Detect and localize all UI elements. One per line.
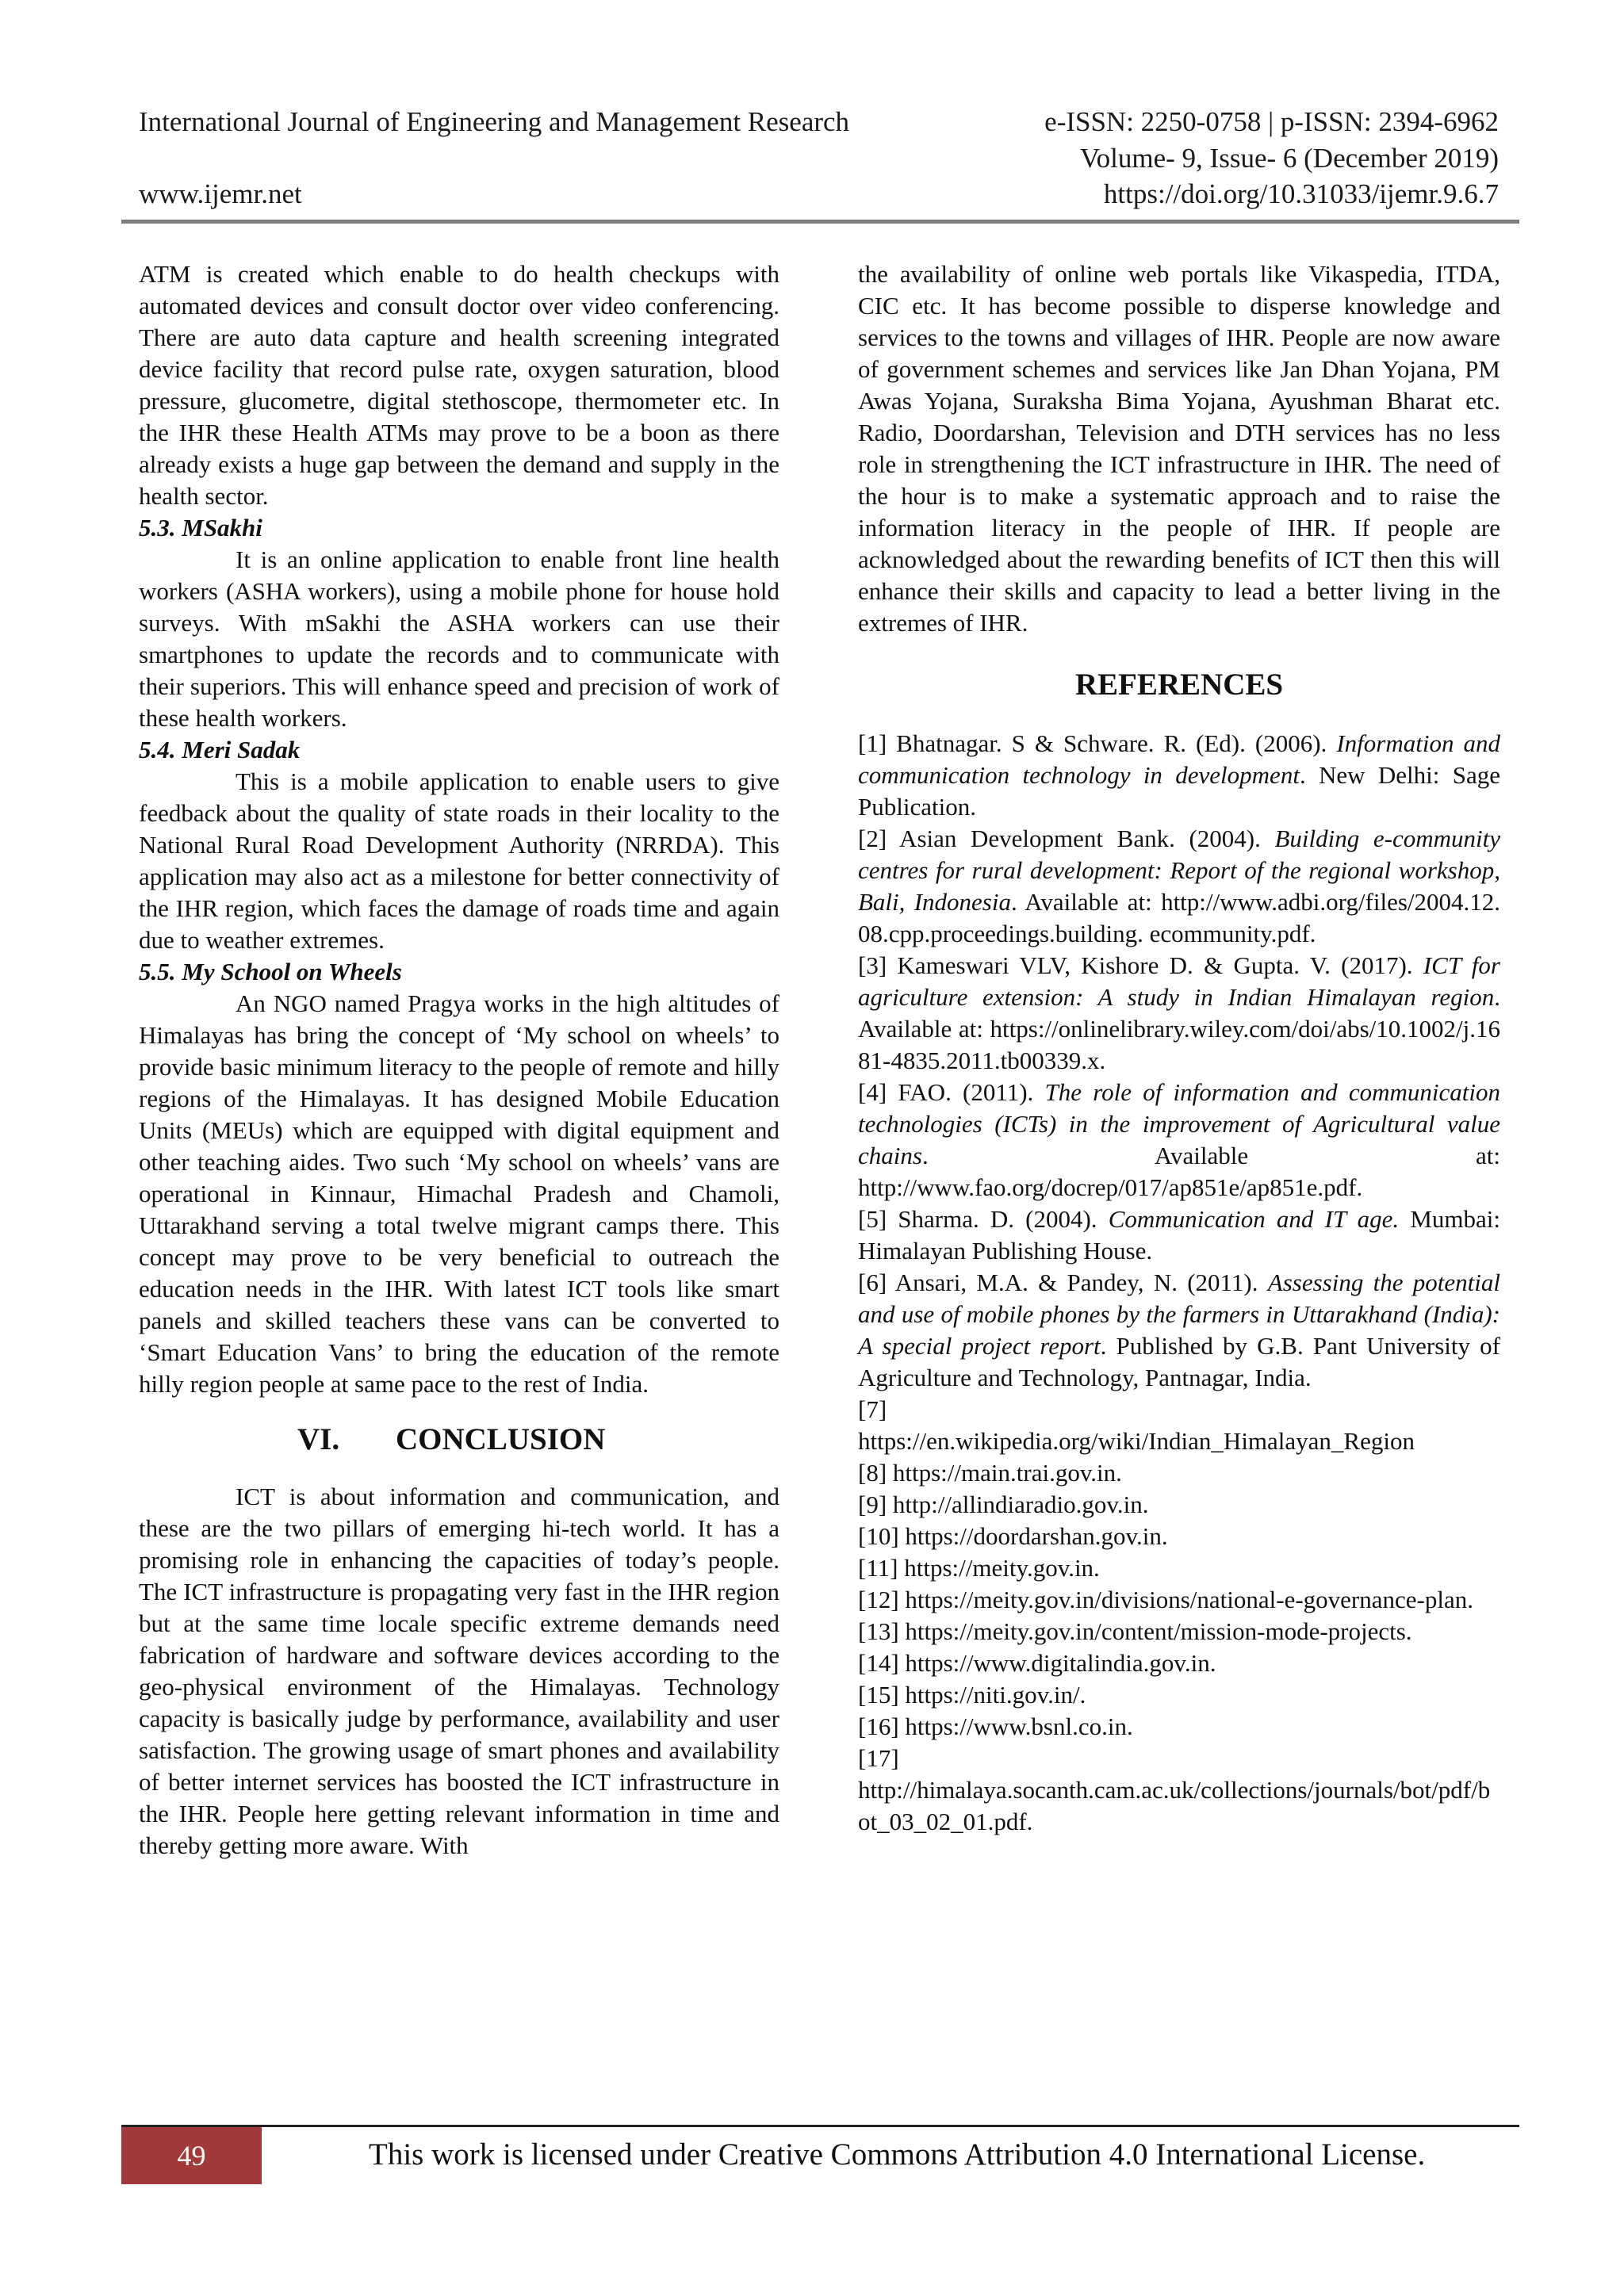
- reference-link[interactable]: http://himalaya.socanth.cam.ac.uk/collections/journals/bot/pdf/bot_03_02_01.pdf.: [858, 1776, 1491, 1835]
- reference-item[interactable]: [13] https://meity.gov.in/content/mission-mode-projects.: [858, 1617, 1412, 1645]
- volume-issue: Volume- 9, Issue- 6 (December 2019): [1079, 143, 1499, 174]
- page-number: 49: [121, 2127, 262, 2184]
- journal-title: International Journal of Engineering and Management Research: [139, 106, 850, 137]
- reference-item[interactable]: [14] https://www.digitalindia.gov.in.: [858, 1649, 1216, 1677]
- section-title: CONCLUSION: [396, 1422, 606, 1456]
- paragraph-meri-sadak: This is a mobile application to enable users to give feedback about the quality of state roads in their locality to the National Rural Road Development Authority (NRRDA). This application may also act as a milestone for better connectivity of the IHR region, which faces the damage of roads time and again due to weather extremes.: [139, 767, 779, 954]
- reference-item: [5] Sharma. D. (2004). Communication and IT age. Mumbai: Himalayan Publishing House.: [858, 1205, 1500, 1265]
- reference-link[interactable]: http://www.adbi.org/files/2004.12.08.cpp.proceedings.building. ecommunity.pdf.: [858, 888, 1501, 947]
- reference-item[interactable]: [9] http://allindiaradio.gov.in.: [858, 1490, 1149, 1518]
- reference-item: [17] http://himalaya.socanth.cam.ac.uk/collections/journals/bot/pdf/bot_03_02_01.pdf.: [858, 1744, 1491, 1835]
- footer-rule: [121, 2125, 1519, 2127]
- license-notice: This work is licensed under Creative Commons Attribution 4.0 International License.: [369, 2137, 1426, 2172]
- paragraph-conclusion: ICT is about information and communication, and these are the two pillars of emerging hi-tech world. It has a promising role in enhancing the capacities of today’s people. The ICT infrastructure is propagating very fast in the IHR region but at the same time locale specific extreme demands need fabrication of hardware and software devices according to the geo-physical environment of the Himalayas. Technology capacity is basically judge by performance, availability and user satisfaction. The growing usage of smart phones and availability of better internet services has boosted the ICT infrastructure in the IHR. People here getting relevant information in time and thereby getting more aware. With: [139, 1483, 779, 1859]
- reference-item: [3] Kameswari VLV, Kishore D. & Gupta. V. (2017). ICT for agriculture extension: A study in Indian Himalayan region. Available at: https://onlinelibrary.wiley.com/doi/abs/10.1002/j.1681-4835.2011.tb00339.x.: [858, 951, 1500, 1074]
- section-number: VI.: [297, 1422, 340, 1456]
- issn: e-ISSN: 2250-0758 | p-ISSN: 2394-6962: [1044, 106, 1499, 137]
- subsection-heading-school-on-wheels: 5.5. My School on Wheels: [139, 958, 402, 985]
- reference-item[interactable]: [11] https://meity.gov.in.: [858, 1554, 1100, 1582]
- reference-item: [7] https://en.wikipedia.org/wiki/Indian_Himalayan_Region: [858, 1395, 1415, 1455]
- reference-link[interactable]: https://onlinelibrary.wiley.com/doi/abs/10.1002/j.1681-4835.2011.tb00339.x.: [858, 1015, 1500, 1074]
- reference-item[interactable]: [16] https://www.bsnl.co.in.: [858, 1712, 1133, 1740]
- header-rule: [121, 220, 1519, 224]
- section-heading-conclusion: [139, 1421, 779, 1459]
- reference-item[interactable]: [12] https://meity.gov.in/divisions/national-e-governance-plan.: [858, 1586, 1473, 1613]
- doi-link[interactable]: https://doi.org/10.31033/ijemr.9.6.7: [1103, 178, 1499, 209]
- reference-item: [1] Bhatnagar. S & Schware. R. (Ed). (2006). Information and communication technology in development. New Delhi: Sage Publication.: [858, 729, 1500, 821]
- references-heading: REFERENCES: [1074, 668, 1284, 702]
- reference-item[interactable]: [8] https://main.trai.gov.in.: [858, 1459, 1122, 1487]
- reference-item[interactable]: [15] https://niti.gov.in/.: [858, 1681, 1086, 1709]
- reference-item: [2] Asian Development Bank. (2004). Building e-community centres for rural development: Report of the regional workshop, Bali, Indonesia. Available at: http://www.adbi.org/files/2004.12.08.cpp.proceedings.building. ecommunity.pdf.: [858, 825, 1501, 947]
- paragraph-health-atm: ATM is created which enable to do health checkups with automated devices and consult doctor over video conferencing. There are auto data capture and health screening integrated device facility that record pulse rate, oxygen saturation, blood pressure, glucometre, digital stethoscope, thermometer etc. In the IHR these Health ATMs may prove to be a boon as there already exists a huge gap between the demand and supply in the health sector.: [139, 260, 779, 510]
- subsection-heading-msakhi: 5.3. MSakhi: [139, 514, 262, 541]
- reference-link[interactable]: http://www.fao.org/docrep/017/ap851e/ap851e.pdf.: [858, 1173, 1363, 1201]
- reference-item[interactable]: [10] https://doordarshan.gov.in.: [858, 1522, 1168, 1550]
- reference-link[interactable]: https://en.wikipedia.org/wiki/Indian_Himalayan_Region: [858, 1427, 1415, 1455]
- paragraph-msakhi: It is an online application to enable front line health workers (ASHA workers), using a mobile phone for house hold surveys. With mSakhi the ASHA workers can use their smartphones to update the records and to communicate with their superiors. This will enhance speed and precision of work of these health workers.: [139, 545, 779, 732]
- website-link[interactable]: www.ijemr.net: [139, 178, 302, 209]
- left-column: [139, 258, 779, 1862]
- reference-item: [6] Ansari, M.A. & Pandey, N. (2011). Assessing the potential and use of mobile phones by the farmers in Uttarakhand (India): A special project report. Published by G.B. Pant University of Agriculture and Technology, Pantnagar, India.: [858, 1269, 1500, 1391]
- right-column: [858, 258, 1500, 1838]
- subsection-heading-meri-sadak: 5.4. Meri Sadak: [139, 736, 301, 763]
- paragraph-school-on-wheels: An NGO named Pragya works in the high altitudes of Himalayas has bring the concept of ‘My school on wheels’ to provide basic minimum literacy to the people of remote and hilly regions of the Himalayas. It has designed Mobile Education Units (MEUs) which are equipped with digital equipment and other teaching aides. Two such ‘My school on wheels’ vans are operational in Kinnaur, Himachal Pradesh and Chamoli, Uttarakhand serving a total twelve migrant camps there. This concept may prove to be very beneficial to outreach the education needs in the IHR. With latest ICT tools like smart panels and skilled teachers these vans can be converted to ‘Smart Education Vans’ to bring the education of the remote hilly region people at same pace to the rest of India.: [139, 989, 779, 1398]
- reference-item: [4] FAO. (2011). The role of information and communication technologies (ICTs) in the improvement of Agricultural value chains. Available at: http://www.fao.org/docrep/017/ap851e/ap851e.pdf.: [858, 1078, 1500, 1201]
- paragraph-conclusion-continued: the availability of online web portals like Vikaspedia, ITDA, CIC etc. It has become possible to disperse knowledge and services to the towns and villages of IHR. People are now aware of government schemes and services like Jan Dhan Yojana, PM Awas Yojana, Suraksha Bima Yojana, Ayushman Bharat etc. Radio, Doordarshan, Television and DTH services has no less role in strengthening the ICT infrastructure in IHR. The need of the hour is to make a systematic approach and to raise the information literacy in the people of IHR. If people are acknowledged about the rewarding benefits of ICT then this will enhance their skills and capacity to lead a better living in the extremes of IHR.: [858, 260, 1500, 637]
